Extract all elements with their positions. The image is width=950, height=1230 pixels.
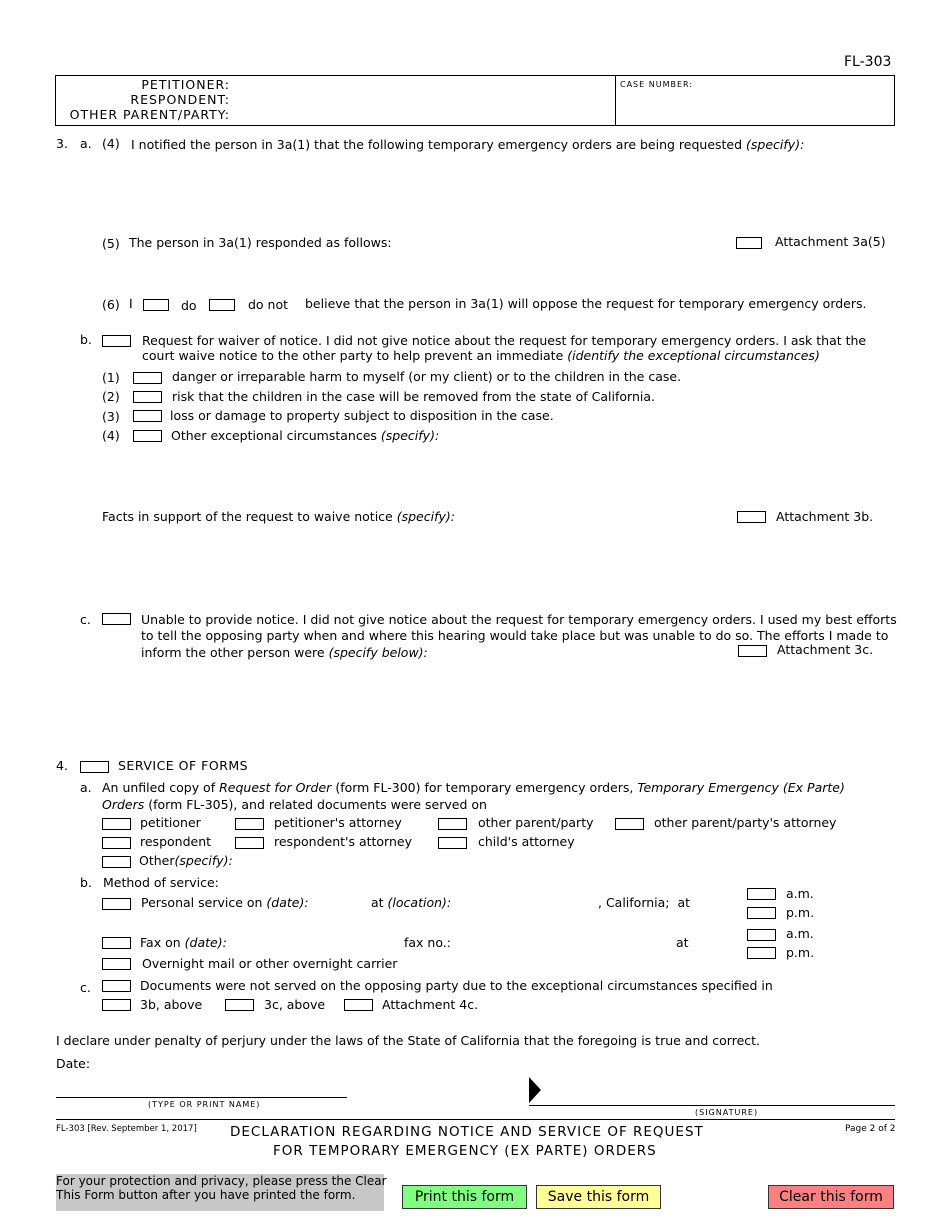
privacy-line-1: For your protection and privacy, please press the Clear xyxy=(56,1174,387,1188)
served-other-party-checkbox[interactable] xyxy=(438,818,467,830)
personal-service-label xyxy=(141,895,309,911)
attachment-3a5-label: Attachment 3a(5) xyxy=(775,234,886,249)
item3a5-text: The person in 3a(1) responded as follows: xyxy=(129,235,392,250)
overnight-label: Overnight mail or other overnight carrier xyxy=(142,956,398,971)
item3a-letter: a. xyxy=(80,136,92,151)
served-other-atty-checkbox[interactable] xyxy=(615,818,644,830)
do-checkbox[interactable] xyxy=(143,299,169,311)
item3b-letter: b. xyxy=(80,332,92,347)
fax-am-label: a.m. xyxy=(786,926,814,941)
item3b4-checkbox[interactable] xyxy=(133,430,162,442)
item3b1-checkbox[interactable] xyxy=(133,372,162,384)
privacy-line-2: This Form button after you have printed the form. xyxy=(56,1188,356,1202)
item3a4-main: I notified the person in 3a(1) that the following temporary emergency orders are being requested xyxy=(131,137,743,152)
item3a6-text: believe that the person in 3a(1) will oppose the request for temporary emergency orders. xyxy=(305,296,867,311)
signature-label: (SIGNATURE) xyxy=(695,1108,759,1117)
item3b1-number: (1) xyxy=(102,370,120,385)
do-not-checkbox[interactable] xyxy=(209,299,235,311)
item3a6-i: I xyxy=(129,296,133,311)
item3b3-checkbox[interactable] xyxy=(133,410,162,422)
item3b4-text xyxy=(171,428,439,444)
attachment-3b-label: Attachment 3b. xyxy=(776,509,874,524)
petitioner-label: PETITIONER: xyxy=(141,77,230,92)
item3b4-specify: (specify): xyxy=(380,428,440,443)
not-served-4c-checkbox[interactable] xyxy=(344,999,373,1011)
facts-text: Facts in support of the request to waive notice xyxy=(102,509,393,524)
item4-number: 4. xyxy=(56,758,68,773)
location-label xyxy=(371,895,451,911)
overnight-checkbox[interactable] xyxy=(102,958,131,970)
location-italic: (location): xyxy=(387,895,452,910)
item3b3-number: (3) xyxy=(102,409,120,424)
fax-checkbox[interactable] xyxy=(102,937,131,949)
attachment-3a5-checkbox[interactable] xyxy=(736,237,762,249)
item3a6-number: (6) xyxy=(102,297,120,312)
served-pet-atty-checkbox[interactable] xyxy=(235,818,264,830)
fax-at-label: at xyxy=(676,935,689,950)
not-served-text: Documents were not served on the opposing party due to the exceptional circumstances specified in xyxy=(140,978,773,993)
item3b2-text: risk that the children in the case will be removed from the state of California. xyxy=(172,389,656,404)
footer-revision: FL-303 [Rev. September 1, 2017] xyxy=(56,1124,197,1134)
served-pet-atty-label: petitioner's attorney xyxy=(274,815,402,830)
item3a5-number: (5) xyxy=(102,236,120,251)
item3c-letter: c. xyxy=(80,612,91,627)
not-served-4c-label: Attachment 4c. xyxy=(382,997,479,1012)
item4a-rfo: Request for Order xyxy=(219,780,332,795)
fax-am-checkbox[interactable] xyxy=(747,929,776,941)
case-number-label: CASE NUMBER: xyxy=(620,80,694,89)
item4c-letter: c. xyxy=(80,980,91,995)
footer-rule xyxy=(56,1119,895,1120)
personal-service-date: (date): xyxy=(266,895,309,910)
not-served-checkbox[interactable] xyxy=(102,980,131,992)
respondent-label: RESPONDENT: xyxy=(130,92,230,107)
not-served-3c-label: 3c, above xyxy=(264,997,326,1012)
item4a-teo: Temporary Emergency (Ex Parte) xyxy=(637,780,845,795)
attachment-3b-checkbox[interactable] xyxy=(737,511,766,523)
fax-no-label: fax no.: xyxy=(404,935,451,950)
item3c-line3-italic: (specify below): xyxy=(328,645,428,660)
item3c-line3-text: inform the other person were xyxy=(141,645,325,660)
served-respondent-label: respondent xyxy=(140,834,212,849)
item3c-line3 xyxy=(141,645,428,661)
served-respondent-checkbox[interactable] xyxy=(102,837,131,849)
item3b-line2-italic: (identify the exceptional circumstances) xyxy=(567,348,820,363)
attachment-3c-label: Attachment 3c. xyxy=(777,642,874,657)
not-served-3b-checkbox[interactable] xyxy=(102,999,131,1011)
fax-on-text: Fax on xyxy=(140,935,181,950)
item3a4-specify: (specify): xyxy=(746,137,805,152)
fax-pm-label: p.m. xyxy=(786,945,815,960)
served-petitioner-checkbox[interactable] xyxy=(102,818,131,830)
served-petitioner-label: petitioner xyxy=(140,815,201,830)
save-form-button[interactable]: Save this form xyxy=(536,1185,661,1209)
served-other-text: Other xyxy=(139,853,175,868)
item4a-pre: An unfiled copy of xyxy=(102,780,216,795)
fax-on-date: (date): xyxy=(184,935,227,950)
name-line xyxy=(56,1097,347,1098)
item3b4-number: (4) xyxy=(102,428,120,443)
footer-title-2: FOR TEMPORARY EMERGENCY (EX PARTE) ORDERS xyxy=(273,1143,657,1159)
item3c-line2: to tell the opposing party when and where this hearing would take place but was unable to do so. The efforts I made to xyxy=(141,628,889,643)
served-other-party-label: other parent/party xyxy=(478,815,594,830)
not-served-3c-checkbox[interactable] xyxy=(225,999,254,1011)
privacy-note xyxy=(56,1174,387,1211)
location-at: at xyxy=(371,895,384,910)
date-label: Date: xyxy=(56,1056,91,1071)
served-other-atty-label: other parent/party's attorney xyxy=(654,815,837,830)
item3c-line1: Unable to provide notice. I did not give notice about the request for temporary emergency orders. I used my best efforts xyxy=(141,612,897,627)
personal-am-checkbox[interactable] xyxy=(747,888,776,900)
served-other-checkbox[interactable] xyxy=(102,856,131,868)
california-at: at xyxy=(677,895,691,910)
item3b2-number: (2) xyxy=(102,389,120,404)
served-other-label xyxy=(139,853,233,869)
item3b-line1: Request for waiver of notice. I did not give notice about the request for temporary emergency orders. I ask that the xyxy=(142,333,867,348)
personal-service-checkbox[interactable] xyxy=(102,898,131,910)
item4-title: SERVICE OF FORMS xyxy=(118,758,249,773)
do-label: do xyxy=(181,298,197,313)
print-form-button[interactable]: Print this form xyxy=(402,1185,527,1209)
facts-specify: (specify): xyxy=(396,509,455,524)
personal-pm-label: p.m. xyxy=(786,905,815,920)
item4a-letter: a. xyxy=(80,780,92,795)
served-child-atty-checkbox[interactable] xyxy=(438,837,467,849)
attachment-3c-checkbox[interactable] xyxy=(738,645,767,657)
service-of-forms-checkbox[interactable] xyxy=(80,761,109,773)
form-id: FL-303 xyxy=(844,54,892,70)
item3a4-number: (4) xyxy=(102,136,120,151)
served-child-atty-label: child's attorney xyxy=(478,834,575,849)
footer-page: Page 2 of 2 xyxy=(845,1124,896,1134)
type-name-label: (TYPE OR PRINT NAME) xyxy=(148,1100,261,1109)
item4a-orders: Orders xyxy=(102,797,145,812)
item3a4-text xyxy=(131,137,804,153)
personal-pm-checkbox[interactable] xyxy=(747,907,776,919)
other-party-label: OTHER PARENT/PARTY: xyxy=(69,107,230,122)
item4a-line1 xyxy=(102,780,845,796)
item3b3-text: loss or damage to property subject to disposition in the case. xyxy=(170,408,554,423)
personal-service-text: Personal service on xyxy=(141,895,263,910)
item4a-rest: (form FL-305), and related documents were served on xyxy=(148,797,487,812)
clear-form-button[interactable]: Clear this form xyxy=(768,1185,894,1209)
declaration-text: I declare under penalty of perjury under the laws of the State of California that the foregoing is true and correct. xyxy=(56,1033,761,1048)
item4a-mid: (form FL-300) for temporary emergency orders, xyxy=(335,780,634,795)
california-text: , California; xyxy=(598,895,670,910)
not-served-3b-label: 3b, above xyxy=(140,997,203,1012)
item3b4-main: Other exceptional circumstances xyxy=(171,428,377,443)
fax-pm-checkbox[interactable] xyxy=(747,947,776,959)
item3b-line2-text: court waive notice to the other party to help prevent an immediate xyxy=(142,348,564,363)
item4a-line2 xyxy=(102,797,487,813)
do-not-label: do not xyxy=(248,297,289,312)
unable-notice-checkbox[interactable] xyxy=(102,613,131,625)
fax-on-label xyxy=(140,935,227,951)
item3-number: 3. xyxy=(56,136,68,151)
facts-label xyxy=(102,509,455,525)
footer-title-1: DECLARATION REGARDING NOTICE AND SERVICE OF REQUEST xyxy=(230,1124,704,1140)
caption-divider xyxy=(615,76,616,125)
item4b-letter: b. xyxy=(80,875,92,890)
item3b1-text: danger or irreparable harm to myself (or my client) or to the children in the case. xyxy=(172,369,682,384)
item3b-line2 xyxy=(142,348,820,364)
waiver-checkbox[interactable] xyxy=(102,335,131,347)
item3b2-checkbox[interactable] xyxy=(133,391,162,403)
served-resp-atty-checkbox[interactable] xyxy=(235,837,264,849)
california-label xyxy=(598,895,690,911)
served-other-specify: (specify): xyxy=(174,853,233,868)
signature-arrow-icon xyxy=(529,1077,541,1103)
signature-line xyxy=(529,1105,895,1106)
personal-am-label: a.m. xyxy=(786,886,814,901)
method-of-service: Method of service: xyxy=(103,875,219,890)
served-resp-atty-label: respondent's attorney xyxy=(274,834,412,849)
